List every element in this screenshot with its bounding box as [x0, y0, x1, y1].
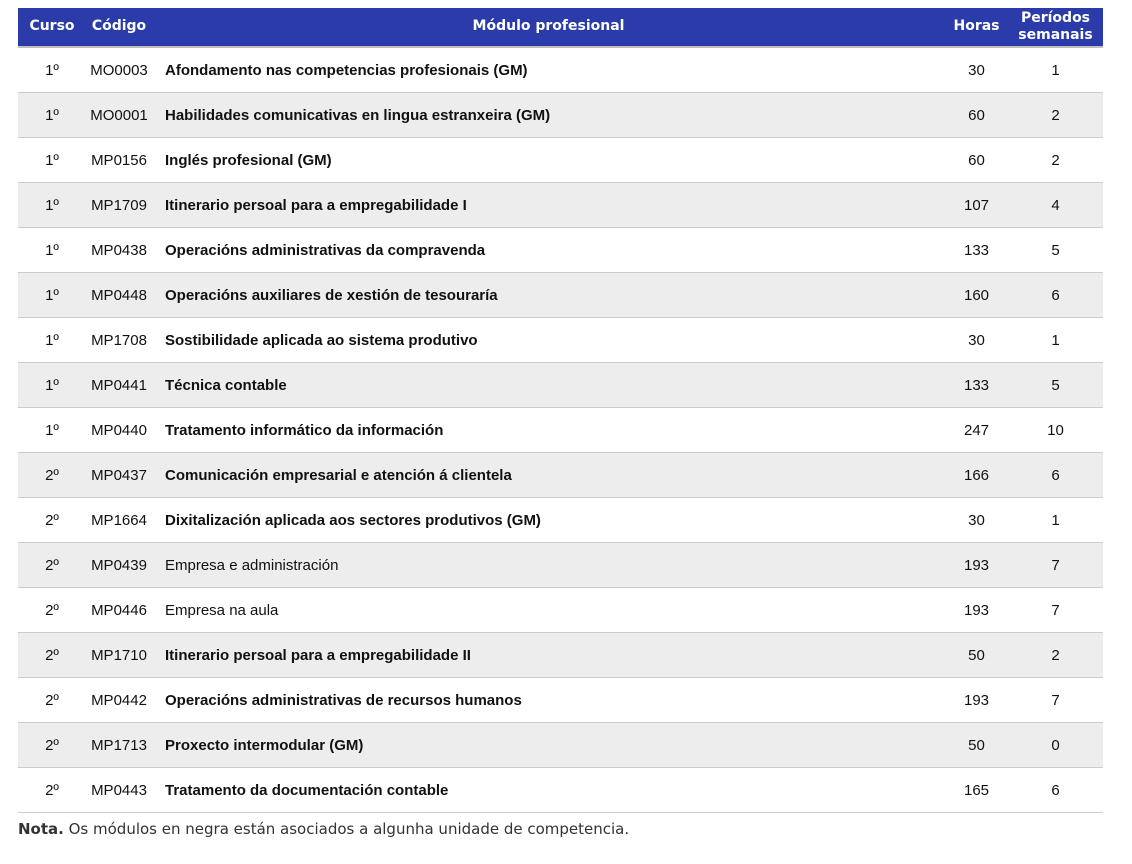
- table-row: [18, 633, 1103, 678]
- codigo-cell: MP0440: [91, 421, 147, 439]
- modulo-cell: Proxecto intermodular (GM): [165, 736, 364, 754]
- table-header-row: [18, 8, 1103, 48]
- table-row: [18, 93, 1103, 138]
- modulo-cell: Empresa na aula: [165, 601, 279, 619]
- curso-cell: 1º: [45, 61, 59, 79]
- modulo-cell: Operacións administrativas de recursos humanos: [165, 691, 522, 709]
- table-row: [18, 588, 1103, 633]
- table-row: [18, 363, 1103, 408]
- table-row: [18, 273, 1103, 318]
- horas-cell: 60: [968, 106, 985, 124]
- modulo-cell: Empresa e administración: [165, 556, 339, 574]
- curso-cell: 1º: [45, 196, 59, 214]
- table-row: [18, 138, 1103, 183]
- curso-cell: 1º: [45, 286, 59, 304]
- codigo-cell: MP1708: [91, 331, 147, 349]
- table-row: [18, 768, 1103, 813]
- modulo-cell: Dixitalización aplicada aos sectores produtivos (GM): [165, 511, 541, 529]
- periodos-cell: 5: [1051, 376, 1060, 394]
- codigo-cell: MP0442: [91, 691, 147, 709]
- table-row: [18, 678, 1103, 723]
- modulo-cell: Operacións auxiliares de xestión de tesouraría: [165, 286, 498, 304]
- curso-cell: 2º: [45, 691, 59, 709]
- horas-cell: 50: [968, 736, 985, 754]
- table-row: [18, 453, 1103, 498]
- table-row: [18, 723, 1103, 768]
- periodos-cell: 7: [1051, 691, 1060, 709]
- curso-cell: 2º: [45, 511, 59, 529]
- modulo-cell: Técnica contable: [165, 376, 287, 394]
- curso-cell: 1º: [45, 376, 59, 394]
- horas-cell: 160: [963, 286, 990, 304]
- table-row: [18, 318, 1103, 363]
- periodos-cell: 2: [1051, 646, 1060, 664]
- codigo-cell: MP0439: [91, 556, 147, 574]
- curso-cell: 1º: [45, 421, 59, 439]
- horas-cell: 193: [963, 601, 990, 619]
- horas-cell: 166: [963, 466, 990, 484]
- periodos-cell: 6: [1051, 286, 1060, 304]
- modulo-cell: Tratamento da documentación contable: [165, 781, 449, 799]
- codigo-cell: MP0441: [91, 376, 147, 394]
- column-header-curso: Curso: [29, 18, 75, 35]
- horas-cell: 247: [963, 421, 990, 439]
- modulo-cell: Comunicación empresarial e atención á clientela: [165, 466, 512, 484]
- modules-table: [18, 8, 1103, 813]
- curso-cell: 2º: [45, 601, 59, 619]
- periodos-cell: 5: [1051, 241, 1060, 259]
- curso-cell: 2º: [45, 781, 59, 799]
- curso-cell: 1º: [45, 241, 59, 259]
- modulo-cell: Tratamento informático da información: [165, 421, 444, 439]
- table-row: [18, 48, 1103, 93]
- codigo-cell: MP0437: [91, 466, 147, 484]
- periodos-cell: 7: [1051, 556, 1060, 574]
- periodos-cell: 1: [1051, 61, 1060, 79]
- codigo-cell: MP1713: [91, 736, 147, 754]
- codigo-cell: MP0448: [91, 286, 147, 304]
- horas-cell: 165: [963, 781, 990, 799]
- codigo-cell: MP1664: [91, 511, 147, 529]
- table-row: [18, 543, 1103, 588]
- table-row: [18, 498, 1103, 543]
- periodos-cell: 2: [1051, 151, 1060, 169]
- modulo-cell: Afondamento nas competencias profesionais (GM): [165, 61, 528, 79]
- periodos-cell: 4: [1051, 196, 1060, 214]
- curso-cell: 2º: [45, 466, 59, 484]
- periodos-cell: 10: [1047, 421, 1064, 439]
- periodos-cell: 1: [1051, 511, 1060, 529]
- column-header-modulo: Módulo profesional: [472, 18, 625, 35]
- codigo-cell: MP1710: [91, 646, 147, 664]
- horas-cell: 30: [968, 331, 985, 349]
- periodos-cell: 2: [1051, 106, 1060, 124]
- footnote-label: Nota.: [18, 820, 64, 838]
- modulo-cell: Habilidades comunicativas en lingua estranxeira (GM): [165, 106, 551, 124]
- periodos-cell: 0: [1051, 736, 1060, 754]
- horas-cell: 193: [963, 556, 990, 574]
- codigo-cell: MO0003: [90, 61, 148, 79]
- modulo-cell: Operacións administrativas da compravenda: [165, 241, 486, 259]
- periodos-cell: 6: [1051, 466, 1060, 484]
- horas-cell: 50: [968, 646, 985, 664]
- table-row: [18, 183, 1103, 228]
- table-row: [18, 228, 1103, 273]
- curso-cell: 1º: [45, 106, 59, 124]
- horas-cell: 30: [968, 61, 985, 79]
- horas-cell: 30: [968, 511, 985, 529]
- curso-cell: 1º: [45, 331, 59, 349]
- codigo-cell: MP1709: [91, 196, 147, 214]
- horas-cell: 133: [963, 376, 990, 394]
- modulo-cell: Sostibilidade aplicada ao sistema produtivo: [165, 331, 478, 349]
- codigo-cell: MP0443: [91, 781, 147, 799]
- periodos-cell: 7: [1051, 601, 1060, 619]
- codigo-cell: MO0001: [90, 106, 148, 124]
- footnote-text: Os módulos en negra están asociados a algunha unidade de competencia.: [63, 820, 630, 838]
- table-row: [18, 408, 1103, 453]
- modulo-cell: Itinerario persoal para a empregabilidade II: [165, 646, 471, 664]
- curso-cell: 2º: [45, 736, 59, 754]
- modulo-cell: Inglés profesional (GM): [165, 151, 332, 169]
- horas-cell: 193: [963, 691, 990, 709]
- periodos-cell: 1: [1051, 331, 1060, 349]
- footnote: [18, 820, 1132, 838]
- modulo-cell: Itinerario persoal para a empregabilidade I: [165, 196, 467, 214]
- curso-cell: 2º: [45, 556, 59, 574]
- horas-cell: 60: [968, 151, 985, 169]
- periodos-cell: 6: [1051, 781, 1060, 799]
- column-header-periodos: Períodos semanais: [1018, 9, 1093, 43]
- horas-cell: 107: [963, 196, 990, 214]
- column-header-horas: Horas: [953, 18, 1000, 35]
- codigo-cell: MP0438: [91, 241, 147, 259]
- column-header-codigo: Código: [91, 18, 147, 35]
- horas-cell: 133: [963, 241, 990, 259]
- codigo-cell: MP0446: [91, 601, 147, 619]
- codigo-cell: MP0156: [91, 151, 147, 169]
- curso-cell: 1º: [45, 151, 59, 169]
- curso-cell: 2º: [45, 646, 59, 664]
- table-body: [18, 48, 1103, 813]
